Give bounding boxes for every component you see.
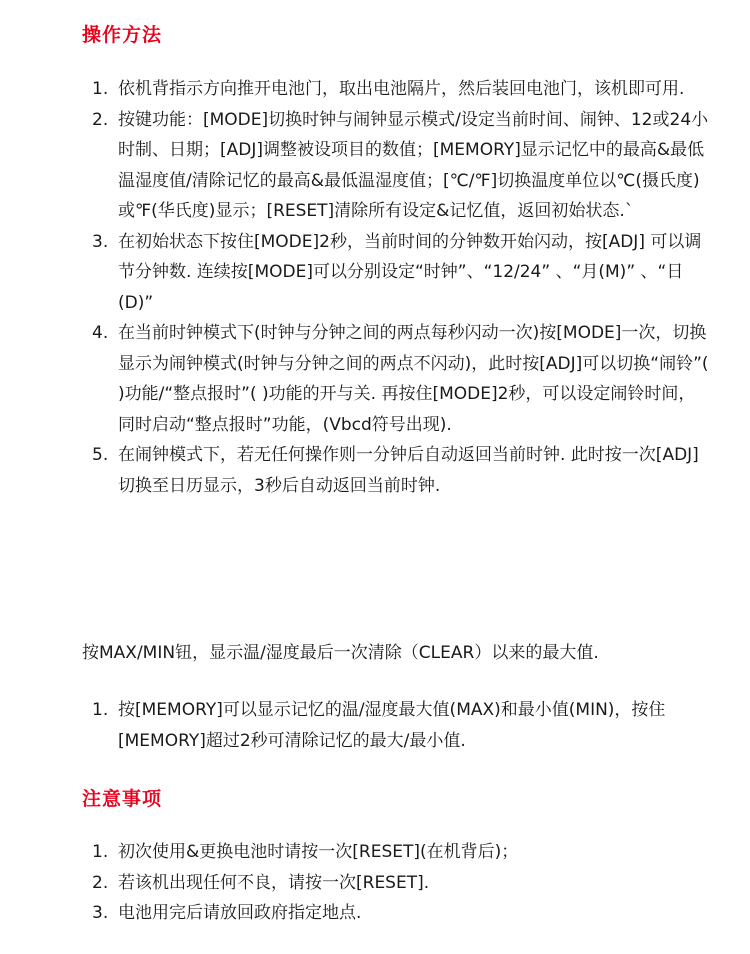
step-text: 按键功能：[MODE]切换时钟与闹钟显示模式/设定当前时间、闹钟、12或24小时制、日期；[ADJ]调整被设项目的数值；[MEMORY]显示记忆中的最高&最低温湿度值/清除记忆的最高&最低温湿度值；[℃/℉]切换温度单位以℃(摄氏度)或℉(华氏度)显示；[RESET]清除所有设定&记忆值，返回初始状态.`: [118, 109, 709, 221]
note-number: 2.: [92, 872, 109, 893]
note-number: 1.: [92, 842, 109, 862]
notes-heading: 注意事项: [82, 788, 163, 810]
note-text: 电池用完后请放回政府指定地点.: [118, 903, 362, 923]
step-number: 5.: [92, 445, 109, 465]
list-item: [0, 227, 750, 319]
operation-steps-list: [0, 74, 750, 501]
step-text: 依机背指示方向推开电池门，取出电池隔片，然后装回电池门，该机即可用.: [118, 79, 685, 99]
list-item: [0, 898, 750, 929]
operation-heading: 操作方法: [82, 24, 163, 46]
list-item: [0, 837, 750, 868]
step-number: 2.: [92, 109, 109, 130]
step-text: 在初始状态下按住[MODE]2秒，当前时间的分钟数开始闪动，按[ADJ] 可以调节分钟数. 连续按[MODE]可以分别设定“时钟”、“12/24” 、“月(M)” 、“日(D)”: [118, 231, 702, 313]
list-item: [0, 440, 750, 501]
step-text: 在当前时钟模式下(时钟与分钟之间的两点每秒闪动一次)按[MODE]一次，切换显示为闹钟模式(时钟与分钟之间的两点不闪动)，此时按[ADJ]可以切换“闹铃”( )功能/“整点报时”( )功能的开与关. 再按住[MODE]2秒，可以设定闹铃时间，同时启动“整点报时”功能，(Vbcd符号出现).: [118, 323, 709, 435]
memory-steps-list: [0, 695, 750, 756]
note-text: 初次使用&更换电池时请按一次[RESET](在机背后)；: [118, 842, 519, 862]
step-text: 在闹钟模式下，若无任何操作则一分钟后自动返回当前时钟. 此时按一次[ADJ]切换至日历显示，3秒后自动返回当前时钟.: [118, 445, 699, 496]
notes-list: [0, 837, 750, 929]
list-item: [0, 318, 750, 440]
list-item: [0, 868, 750, 899]
note-text: 若该机出现任何不良，请按一次[RESET].: [118, 872, 430, 893]
step-number: 1.: [92, 79, 109, 99]
step-number: 1.: [92, 700, 109, 720]
list-item: [0, 695, 750, 756]
list-item: [0, 74, 750, 105]
step-number: 3.: [92, 231, 109, 252]
step-text: 按[MEMORY]可以显示记忆的温/湿度最大值(MAX)和最小值(MIN)，按住[MEMORY]超过2秒可清除记忆的最大/最小值.: [118, 700, 666, 751]
step-number: 4.: [92, 323, 109, 343]
note-number: 3.: [92, 903, 109, 923]
list-item: [0, 105, 750, 227]
max-min-paragraph: 按MAX/MIN钮，显示温/湿度最后一次清除（CLEAR）以来的最大值.: [82, 643, 599, 663]
